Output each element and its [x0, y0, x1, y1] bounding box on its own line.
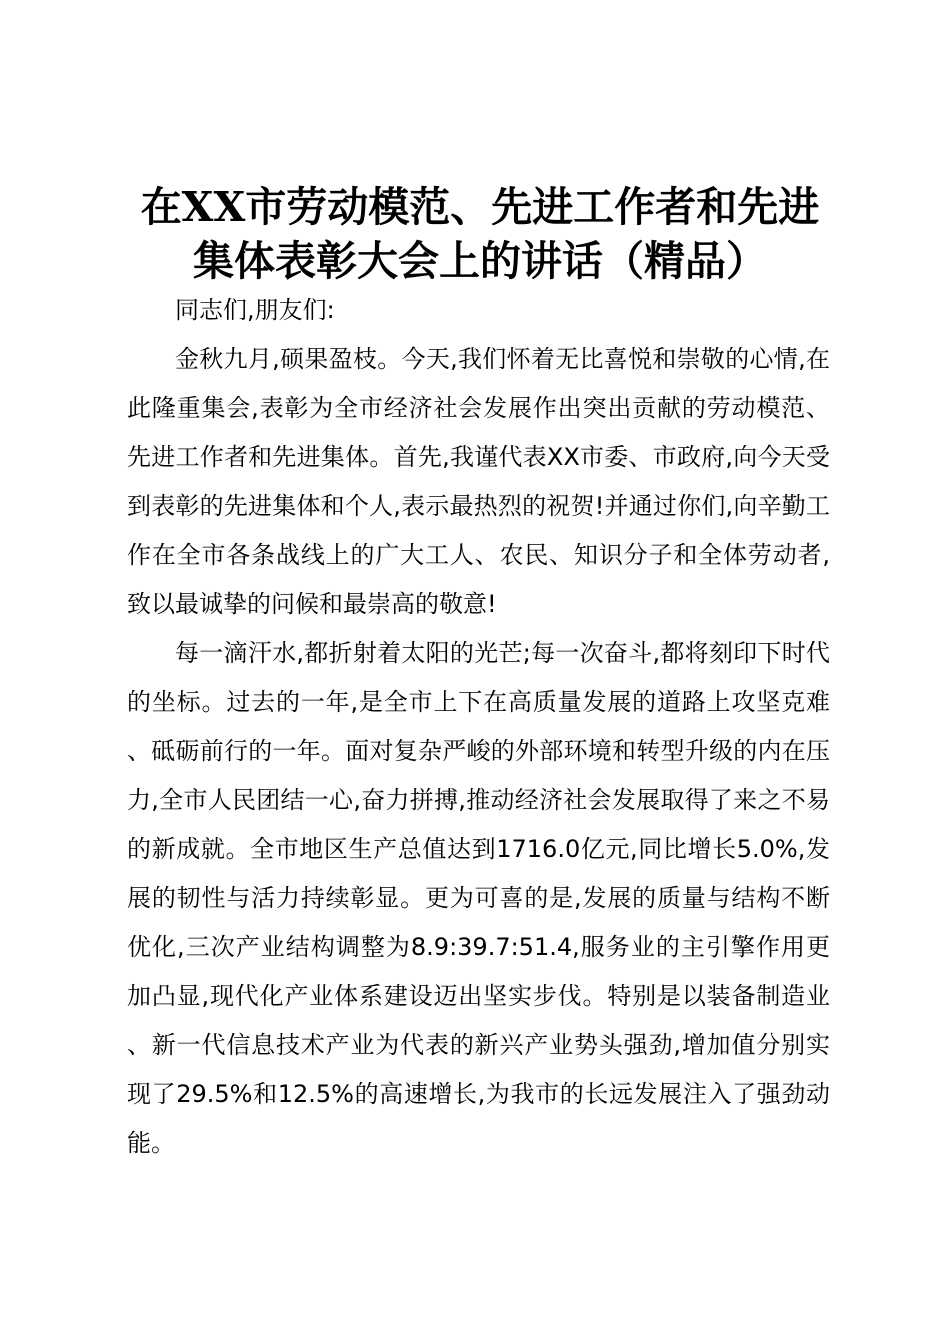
- title-line-1: 在XX市劳动模范、先进工作者和先进: [140, 183, 820, 231]
- paragraph-2: 每一滴汗水,都折射着太阳的光芒;每一次奋斗,都将刻印下时代的坐标。过去的一年,是全市上下在高质量发展的道路上攻坚克难、砥砺前行的一年。面对复杂严峻的外部环境和转型升级的内在压力,全市人民团结一心,奋力拼搏,推动经济社会发展取得了来之不易的新成就。全市地区生产总值达到1716.0亿元,同比增长5.0%,发展的韧性与活力持续彰显。更为可喜的是,发展的质量与结构不断优化,三次产业结构调整为8.9:39.7:51.4,服务业的主引擎作用更加凸显,现代化产业体系建设迈出坚实步伐。特别是以装备制造业、新一代信息技术产业为代表的新兴产业势头强劲,增加值分别实现了29.5%和12.5%的高速增长,为我市的长远发展注入了强劲动能。: [127, 639, 830, 1157]
- greeting: 同志们,朋友们:: [175, 296, 335, 324]
- document-title: [100, 180, 860, 288]
- document-body: [127, 286, 830, 1168]
- title-line-2: 集体表彰大会上的讲话（精品）: [193, 237, 767, 285]
- paragraph-1: 金秋九月,硕果盈枝。今天,我们怀着无比喜悦和崇敬的心情,在此隆重集会,表彰为全市经济社会发展作出突出贡献的劳动模范、先进工作者和先进集体。首先,我谨代表XX市委、市政府,向今天受到表彰的先进集体和个人,表示最热烈的祝贺!并通过你们,向辛勤工作在全市各条战线上的广大工人、农民、知识分子和全体劳动者,致以最诚挚的问候和最崇高的敬意!: [127, 345, 830, 618]
